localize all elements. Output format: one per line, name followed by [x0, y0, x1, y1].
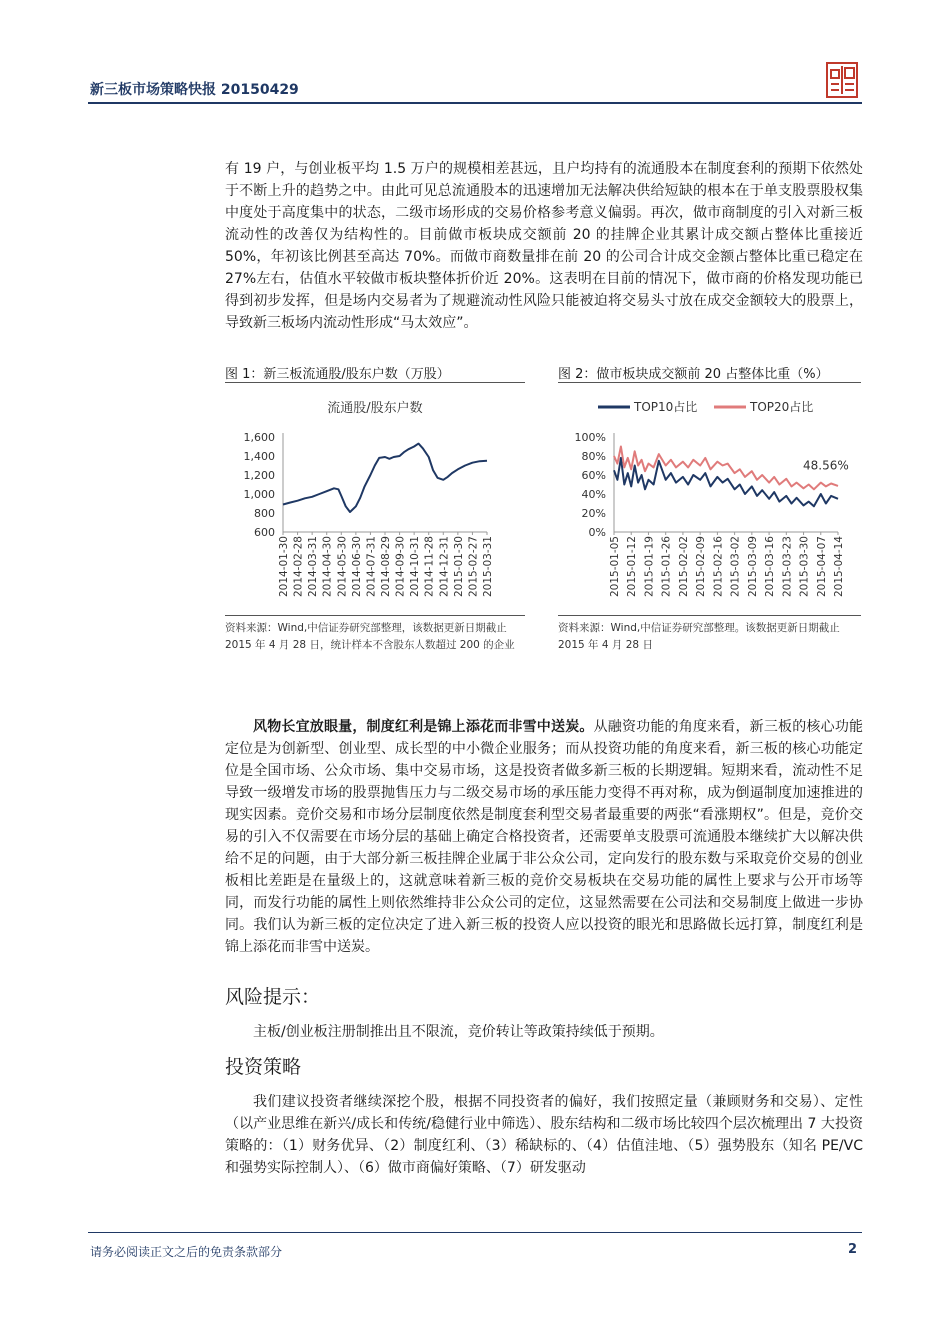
- figure-2-bottom-rule: [558, 615, 861, 616]
- x-tick-label: 2015-03-16: [764, 536, 777, 598]
- citic-securities-logo-icon: [826, 62, 858, 98]
- figure-1-chart: [225, 388, 525, 613]
- x-tick-label: 2015-01-05: [609, 536, 621, 598]
- x-tick-label: 2014-05-30: [336, 536, 349, 598]
- figure-1-top-rule: [225, 382, 525, 383]
- x-tick-label: 2014-02-28: [292, 536, 305, 598]
- x-tick-label: 2015-01-30: [452, 536, 465, 598]
- y-tick-label: 0%: [588, 526, 606, 539]
- x-tick-label: 2014-08-29: [380, 536, 392, 598]
- y-tick-label: 100%: [574, 431, 606, 444]
- x-tick-label: 2014-07-31: [365, 536, 378, 598]
- y-tick-label: 1,400: [243, 450, 275, 463]
- figure-2-top-rule: [558, 382, 861, 383]
- y-tick-label: 20%: [581, 507, 606, 520]
- x-tick-label: 2015-02-02: [677, 536, 690, 598]
- x-tick-label: 2015-02-27: [467, 536, 480, 598]
- figure-1-source: 资料来源：Wind,中信证券研究部整理，该数据更新日期截止 2015 年 4 月 28 日，统计样本不含股东人数超过 200 的企业: [225, 622, 515, 651]
- x-tick-label: 2014-09-30: [394, 536, 407, 598]
- y-tick-label: 1,200: [243, 469, 275, 482]
- x-tick-label: 2015-01-19: [643, 536, 656, 598]
- x-tick-label: 2015-03-02: [729, 536, 742, 598]
- x-tick-label: 2014-06-30: [350, 536, 363, 598]
- x-tick-label: 2015-04-14: [833, 536, 845, 598]
- x-tick-label: 2014-12-31: [438, 536, 451, 598]
- series-line-1: [283, 444, 487, 512]
- figure-2-caption: 图 2：做市板块成交额前 20 占整体比重（%）: [558, 367, 829, 382]
- legend-label-2: TOP20占比: [750, 400, 814, 414]
- x-tick-label: 2015-03-23: [781, 536, 794, 598]
- x-tick-label: 2015-01-26: [660, 536, 673, 598]
- y-tick-label: 40%: [581, 488, 606, 501]
- y-tick-label: 80%: [581, 450, 606, 463]
- strategy-text: 我们建议投资者继续深挖个股，根据不同投资者的偏好，我们按照定量（兼顾财务和交易）、定性（以产业思维在新兴/成长和传统/稳健行业中筛选）、股东结构和二级市场比较四个层次梳理出 7 大投资策略的：（1）财务优异、（2）制度红利、（3）稀缺标的、（4）估值洼地、（5）强势股东（知名 PE/VC 和强势实际控制人）、（6）做市商偏好策略、（7）研发驱动: [225, 1094, 863, 1176]
- body-paragraph-2: [225, 716, 863, 958]
- paragraph-2-body: 从融资功能的角度来看，新三板的核心功能定位是为创新型、创业型、成长型的中小微企业服务；而从投资功能的角度来看，新三板的核心功能定位是全国市场、公众市场、集中交易市场，这是投资者做多新三板的长期逻辑。短期来看，流动性不足导致一级增发市场的股票抛售压力与二级交易市场的承压能力变得不再对称，成为倒逼制度加速推进的现实因素。竞价交易和市场分层制度依然是制度套利型交易者最重要的两张“看涨期权”。但是，竞价交易的引入不仅需要在市场分层的基础上确定合格投资者，还需要单支股票可流通股本继续扩大以解决供给不足的问题，由于大部分新三板挂牌企业属于非公众公司，定向发行的股东数与采取竞价交易的创业板相比差距是在量级上的，这就意味着新三板的竞价交易板块在交易功能的属性上要求与公开市场等同，而发行功能的属性上则依然维持非公众公司的定位，这显然需要在公司法和交易制度上做进一步协同。我们认为新三板的定位决定了进入新三板的投资人应以投资的眼光和思路做长远打算，制度红利是锦上添花而非雪中送炭。: [225, 719, 864, 955]
- x-tick-label: 2015-02-16: [712, 536, 725, 598]
- legend-label-1: TOP10占比: [634, 400, 698, 414]
- x-tick-label: 2015-03-30: [798, 536, 811, 598]
- risk-text: 主板/创业板注册制推出且不限流，竞价转让等政策持续低于预期。: [253, 1024, 664, 1040]
- figure-2-source: 资料来源：Wind,中信证券研究部整理。该数据更新日期截止 2015 年 4 月 28 日: [558, 622, 840, 651]
- risk-heading: 风险提示：: [225, 986, 321, 1008]
- strategy-heading: 投资策略: [225, 1056, 302, 1078]
- x-tick-label: 2015-03-09: [746, 536, 759, 598]
- x-tick-label: 2014-03-31: [307, 536, 320, 598]
- x-tick-label: 2015-04-07: [815, 536, 828, 598]
- x-tick-label: 2014-04-30: [321, 536, 334, 598]
- x-tick-label: 2014-10-31: [409, 536, 422, 598]
- figure-1-bottom-rule: [225, 615, 525, 616]
- figure-2-chart: [558, 388, 861, 613]
- chart-title: 流通股/股东户数: [327, 401, 423, 416]
- header-divider: [88, 102, 862, 104]
- y-tick-label: 1,600: [243, 431, 275, 444]
- x-tick-label: 2014-11-28: [423, 536, 436, 598]
- x-tick-label: 2015-01-12: [626, 536, 639, 598]
- x-tick-label: 2014-01-30: [278, 536, 290, 598]
- x-tick-label: 2015-03-31: [482, 536, 494, 598]
- annotation-label: 48.56%: [803, 458, 849, 473]
- page-number: 2: [848, 1242, 858, 1257]
- body-paragraph-1: 有 19 户，与创业板平均 1.5 万户的规模相差甚远，且户均持有的流通股本在制度套利的预期下依然处于不断上升的趋势之中。由此可见总流通股本的迅速增加无法解决供给短缺的根本在于单支股票股权集中度处于高度集中的状态，二级市场形成的交易价格参考意义偏弱。再次，做市商制度的引入对新三板流动性的改善仅为结构性的。目前做市板块成交额前 20 的挂牌企业其累计成交额占整体比重接近 50%，年初该比例甚至高达 70%。而做市商数量排在前 20 的公司合计成交金额占整体比重已稳定在 27%左右，估值水平较做市板块整体折价近 20%。这表明在目前的情况下，做市商的价格发现功能已得到初步发挥，但是场内交易者为了规避流动性风险只能被迫将交易头寸放在成交金额较大的股票上，导致新三板场内流动性形成“马太效应”。: [225, 161, 863, 331]
- footer-divider: [88, 1232, 862, 1233]
- y-tick-label: 800: [254, 507, 275, 520]
- y-tick-label: 600: [254, 526, 275, 539]
- y-tick-label: 1,000: [243, 488, 275, 501]
- paragraph-2-lead: 风物长宜放眼量，制度红利是锦上添花而非雪中送炭。: [253, 719, 594, 735]
- figure-1-caption: 图 1：新三板流通股/股东户数（万股）: [225, 367, 450, 382]
- x-tick-label: 2015-02-09: [695, 536, 708, 598]
- report-header-title: 新三板市场策略快报 20150429: [90, 82, 299, 98]
- footer-disclaimer: 请务必阅读正文之后的免责条款部分: [90, 1245, 283, 1259]
- y-tick-label: 60%: [581, 469, 606, 482]
